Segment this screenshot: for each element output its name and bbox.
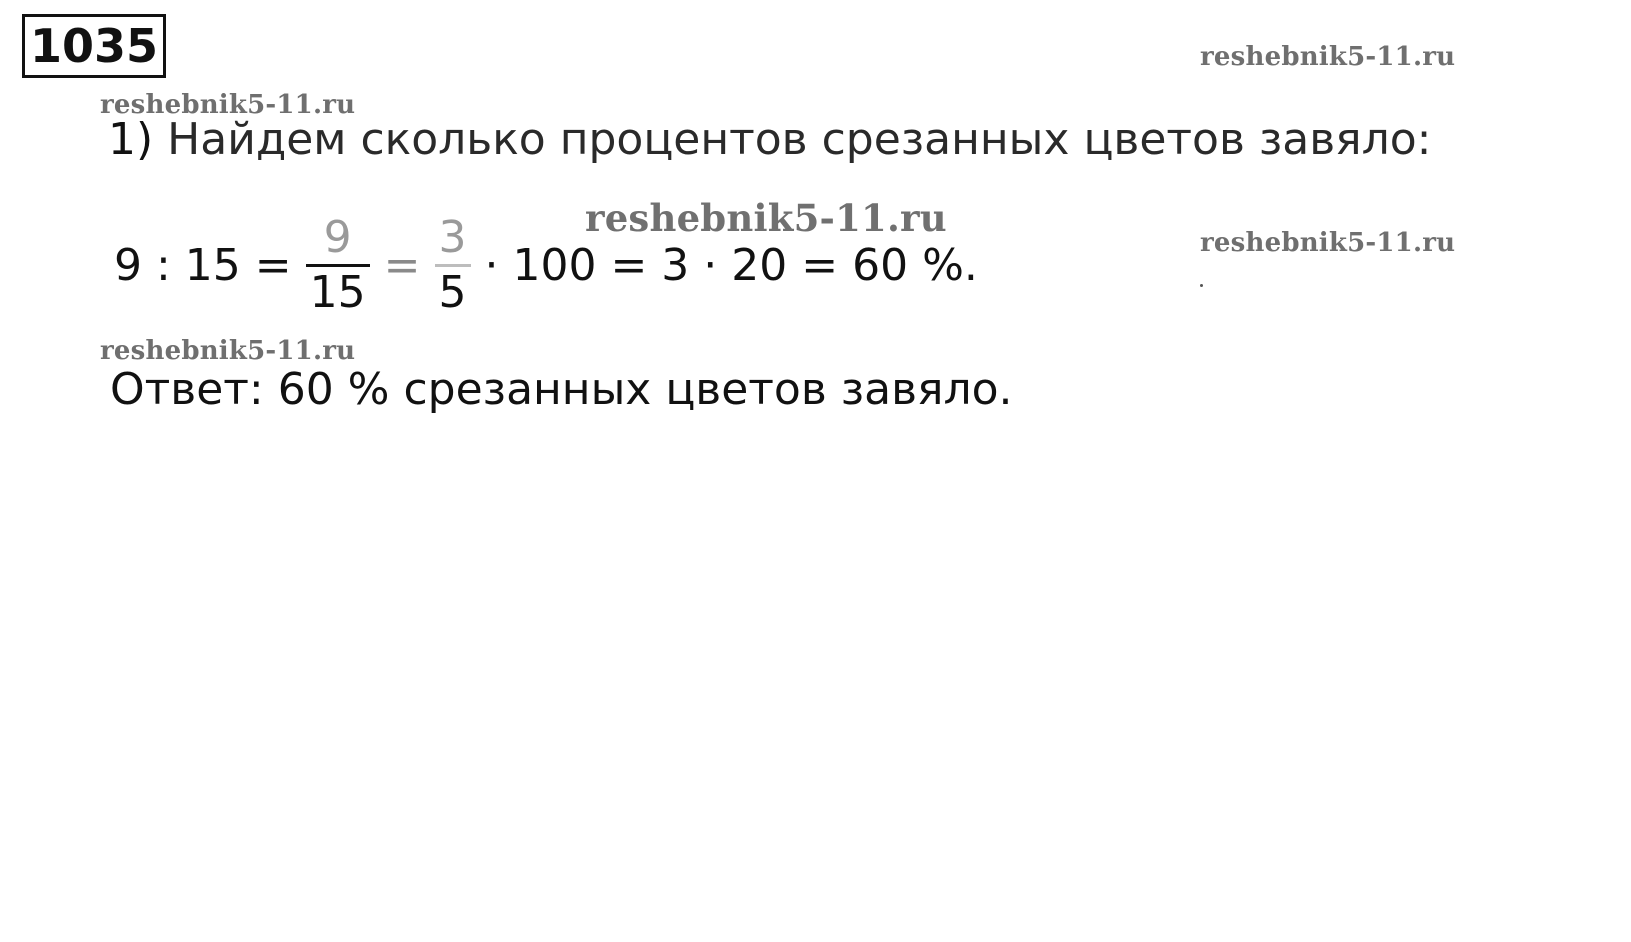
- step-1-text: Найдем сколько процентов срезанных цветов завяло:: [167, 114, 1432, 165]
- equation-lhs: 9 : 15 =: [114, 239, 292, 291]
- fraction-denominator: 5: [438, 266, 467, 318]
- watermark-right-2: reshebnik5-11.ru: [1200, 228, 1456, 258]
- fraction-9-15: [306, 212, 370, 319]
- fraction-numerator: 9: [323, 211, 352, 263]
- fraction-denominator: 15: [309, 266, 366, 318]
- step-1-number: 1): [108, 114, 154, 165]
- fraction-numerator: 3: [438, 211, 467, 263]
- answer-line: Ответ: 60 % срезанных цветов завяло.: [110, 364, 1013, 415]
- task-number-box: 1035: [22, 14, 166, 78]
- stray-dot: [1200, 284, 1203, 287]
- equation: [108, 200, 984, 330]
- equation-rest: · 100 = 3 · 20 = 60 %.: [484, 239, 978, 291]
- equation-equals: =: [383, 239, 421, 291]
- fraction-3-5: [435, 212, 471, 319]
- watermark-left-2: reshebnik5-11.ru: [100, 336, 356, 366]
- step-1-line: [108, 114, 1432, 165]
- watermark-top-right: reshebnik5-11.ru: [1200, 42, 1456, 72]
- watermark-center: reshebnik5-11.ru: [585, 196, 947, 240]
- watermark-left-1: reshebnik5-11.ru: [100, 90, 356, 120]
